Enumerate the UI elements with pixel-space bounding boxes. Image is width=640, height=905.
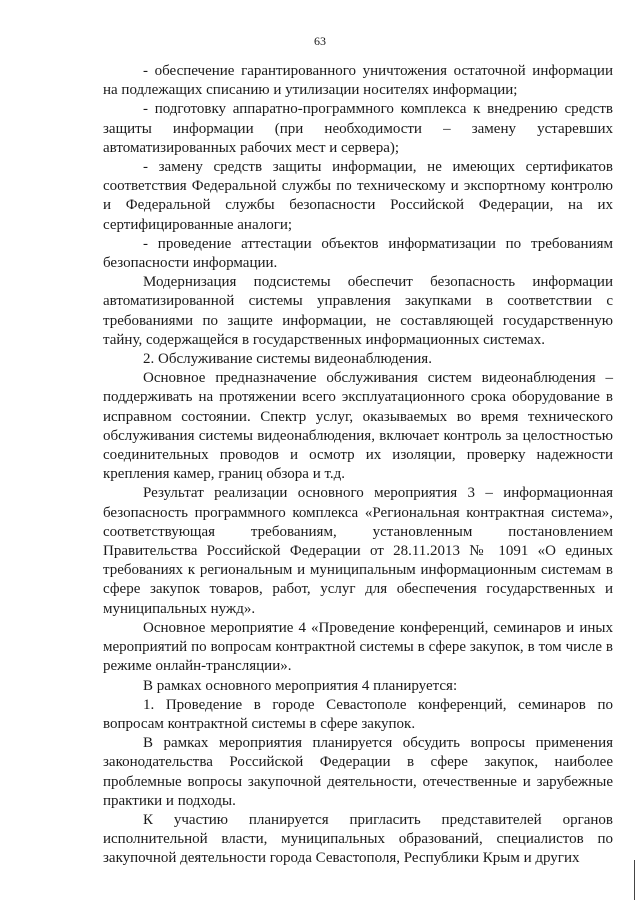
paragraph: - подготовку аппаратно-программного комплекса к внедрению средств защиты информации (при необходимости – замену устаревших автоматизированных рабочих мест и сервера); bbox=[103, 101, 613, 156]
paragraph: - замену средств защиты информации, не имеющих сертификатов соответствия Федеральной службы по техническому и экспортному контролю и Федеральной службы безопасности Российской Федерации, на их сертифицированные аналоги; bbox=[103, 159, 613, 233]
paragraph: В рамках мероприятия планируется обсудить вопросы применения законодательства Российской Федерации в сфере закупок, наиболее проблемные вопросы закупочной деятельности, отечественные и зарубежные практики и подходы. bbox=[103, 735, 613, 809]
paragraph: Основное мероприятие 4 «Проведение конференций, семинаров и иных мероприятий по вопросам контрактной системы в сфере закупок, в том числе в режиме онлайн-трансляции». bbox=[103, 619, 613, 675]
document-body bbox=[103, 62, 613, 869]
section-heading: 2. Обслуживание системы видеонаблюдения. bbox=[143, 351, 432, 368]
paragraph: - обеспечение гарантированного уничтожения остаточной информации на подлежащих списанию и утилизации носителях информации; bbox=[103, 63, 613, 99]
paragraph: 1. Проведение в городе Севастополе конференций, семинаров по вопросам контрактной системы в сфере закупок. bbox=[103, 696, 613, 732]
paragraph: К участию планируется пригласить представителей органов исполнительной власти, муниципальных образований, специалистов по закупочной деятельности города Севастополя, Республики Крым и других bbox=[103, 811, 613, 867]
scan-edge-mark bbox=[634, 860, 635, 900]
paragraph: В рамках основного мероприятия 4 планируется: bbox=[143, 677, 458, 694]
page-number: 63 bbox=[314, 34, 326, 48]
paragraph: Основное предназначение обслуживания систем видеонаблюдения – поддерживать на протяжении всего эксплуатационного срока оборудование в исправном состоянии. Спектр услуг, оказываемых во время технического обслуживания системы видеонаблюдения, включает контроль за целостностью соединительных проводов и осмотр их изоляции, проверку надежности крепления камер, границ обзора и т.д. bbox=[103, 370, 613, 483]
paragraph: - проведение аттестации объектов информатизации по требованиям безопасности информации. bbox=[103, 235, 613, 272]
paragraph: Модернизация подсистемы обеспечит безопасность информации автоматизированной системы управления закупками в соответствии с требованиями по защите информации, не составляющей государственную тайну, содержащейся в государственных информационных системах. bbox=[103, 274, 613, 348]
paragraph: Результат реализации основного мероприятия 3 – информационная безопасность программного комплекса «Региональная контрактная система», соответствующая требованиям, установленным постановлением Правительства Российской Федерации от 28.11.2013 № 1091 «О единых требованиях к региональным и муниципальным информационным системам в сфере закупок товаров, работ, услуг для обеспечения государственных и муниципальных нужд». bbox=[103, 485, 613, 617]
